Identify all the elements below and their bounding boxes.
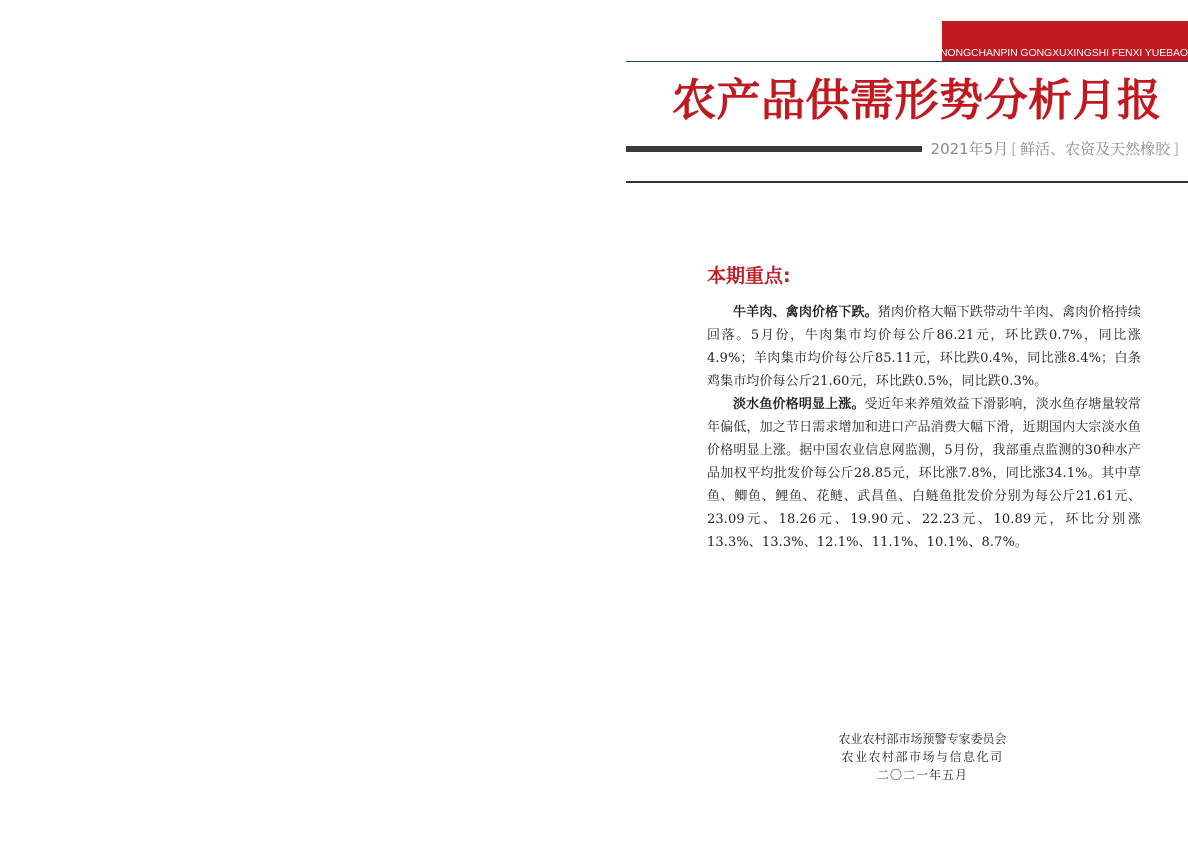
paragraph-lead: 淡水鱼价格明显上涨。 xyxy=(733,397,865,412)
issue-topic: 鲜活、农资及天然橡胶 xyxy=(1020,140,1171,158)
paragraph-lead: 牛羊肉、禽肉价格下跌。 xyxy=(733,305,878,320)
signature-department: 农业农村部市场与信息化司 xyxy=(841,750,1004,764)
issue-bracket-close: ] xyxy=(1173,140,1179,158)
issue-subtitle xyxy=(931,137,1182,161)
signature-date: 二〇二一年五月 xyxy=(876,768,968,782)
header-thick-bar xyxy=(626,146,922,152)
paragraph-text: 受近年来养殖效益下滑影响，淡水鱼存塘量较常年偏低，加之节日需求增加和进口产品消费大幅下滑，近期国内大宗淡水鱼价格明显上涨。据中国农业信息网监测，5月份，我部重点监测的30种水产品加权平均批发价每公斤28.85元，环比涨7.8%，同比涨34.1%。其中草鱼、鲫鱼、鲤鱼、花鲢、武昌鱼、白鲢鱼批发价分别为每公斤21.61元、23.09元、18.26元、19.90元、22.23元、10.89元，环比分别涨13.3%、13.3%、12.1%、11.1%、10.1%、8.7%。 xyxy=(707,397,1141,550)
report-title: 农产品供需形势分析月报 xyxy=(672,75,1162,126)
issue-bracket-open: [ xyxy=(1011,140,1018,158)
signature-block xyxy=(780,730,1065,784)
highlights-body xyxy=(707,301,1141,554)
paragraph-text: 猪肉价格大幅下跌带动牛羊肉、禽肉价格持续回落。5月份，牛肉集市均价每公斤86.21元，环比跌0.7%，同比涨4.9%；羊肉集市均价每公斤85.11元，环比跌0.4%，同比涨8.4%；白条鸡集市均价每公斤21.60元，环比跌0.5%，同比跌0.3%。 xyxy=(707,305,1141,389)
header-bottom-rule xyxy=(626,181,1188,183)
pinyin-title-band xyxy=(939,21,1188,61)
pinyin-title: NONGCHANPIN GONGXUXINGSHI FENXI YUEBAO xyxy=(939,47,1188,59)
highlights-heading: 本期重点: xyxy=(707,265,791,287)
issue-date: 2021年5月 xyxy=(930,140,1009,158)
signature-committee: 农业农村部市场预警专家委员会 xyxy=(838,732,1007,746)
highlight-paragraph-fish xyxy=(707,393,1141,554)
highlight-paragraph-meat xyxy=(707,301,1141,393)
header-top-rule xyxy=(626,61,1188,62)
